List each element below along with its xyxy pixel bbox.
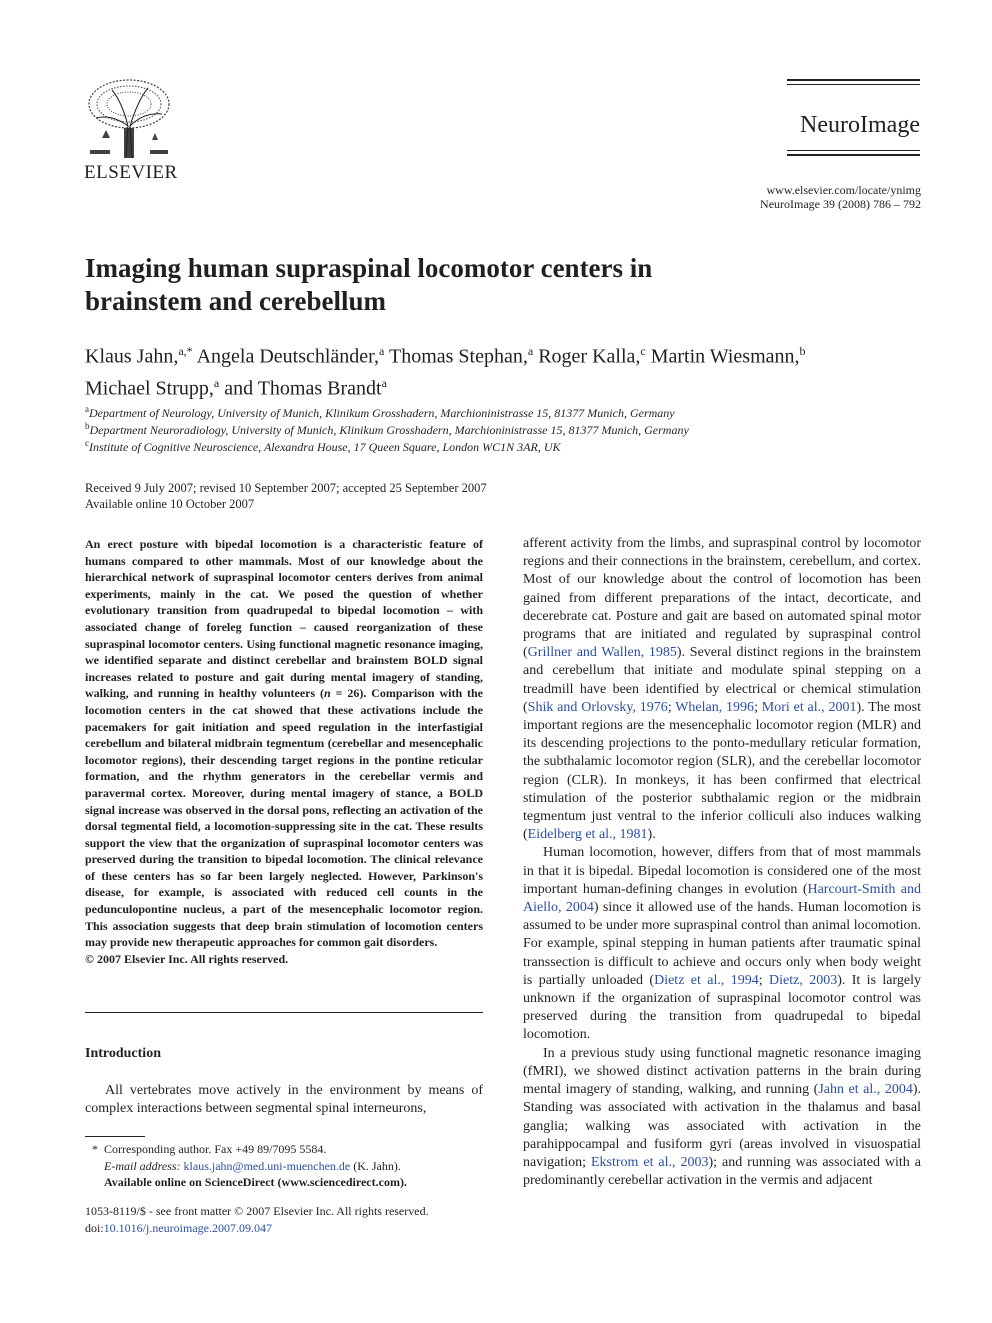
masthead-rule-top-thin [787, 84, 920, 85]
body-text: Human locomotion, however, differs from that of most mammals in that it is bipedal. Bipedal locomotion is considered one of the most important human-defining changes in evolution ( [523, 845, 921, 897]
author: Klaus Jahn, [85, 345, 179, 368]
author-sup: c [640, 344, 646, 358]
masthead-rule-bottom-thin [787, 150, 920, 151]
email-link[interactable]: klaus.jahn@med.uni-muenchen.de [183, 1159, 351, 1173]
author: Thomas Stephan, [389, 345, 528, 368]
body-text: ). [647, 827, 656, 843]
affiliation-sup: b [85, 421, 90, 431]
affiliation-text: Institute of Cognitive Neuroscience, Alexandra House, 17 Queen Square, London WC1N 3AR, UK [89, 440, 561, 454]
author-sup: a,* [178, 344, 193, 358]
masthead-rule-top [787, 79, 920, 81]
reference-link[interactable]: Dietz, 2003 [769, 972, 838, 988]
affiliation-a [85, 404, 915, 421]
article-title [85, 252, 785, 318]
author: Angela Deutschländer, [196, 345, 380, 368]
footnote-sciencedirect: Available online on ScienceDirect (www.sciencedirect.com). [104, 1175, 407, 1189]
body-text: ); and running was associated with a predominantly cerebellar activation in the vermis and adjacent [523, 1154, 921, 1189]
affiliation-text: Department of Neurology, University of Munich, Klinikum Grosshadern, Marchioninistrasse 15, 81377 Munich, Germany [89, 406, 675, 420]
doi-line [85, 1221, 272, 1236]
reference-link[interactable]: Harcourt-Smith and Aiello, 2004 [523, 881, 921, 916]
body-text: ) since it allowed use of the hands. Human locomotion is assumed to be under more supraspinal control than animal locomotion. For example, spinal stepping in human patients after traumatic spinal transsection is difficult to achieve and occurs only when body weight is partially unloaded ( [523, 900, 921, 988]
reference-link[interactable]: Ekstrom et al., 2003 [590, 1154, 709, 1170]
masthead-rule-bottom [787, 154, 920, 156]
body-text: afferent activity from the limbs, and supraspinal control by locomotor regions and their connections in the brainstem, cerebellum, and cortex. Most of our knowledge about the control of locomotion has been gained from different preparations of the intact, decorticate, and decerebrate cat. Posture and gait are based on automated spinal motor programs that are initiated and regulated by supraspinal control ( [523, 536, 921, 661]
journal-url[interactable]: www.elsevier.com/locate/ynimg [766, 183, 921, 197]
abstract-copyright: © 2007 Elsevier Inc. All rights reserved. [85, 951, 289, 966]
footnote-email [104, 1158, 502, 1174]
title-line-1: Imaging human supraspinal locomotor centers in [85, 253, 653, 283]
body-text: ; [754, 699, 762, 715]
title-line-2: brainstem and cerebellum [85, 286, 386, 316]
author: Martin Wiesmann, [650, 345, 800, 368]
reference-link[interactable]: Eidelberg et al., 1981 [527, 827, 648, 843]
affiliation-b [85, 421, 915, 438]
abstract-n-val: = 26). [330, 686, 372, 701]
author-sup: a [527, 344, 534, 358]
affiliation-sup: a [85, 404, 89, 414]
abstract-part-2: Comparison with the locomotion centers in the cat showed that these activations include the pacemakers for gait initiation and speed regulation in the interfastigial cerebellum and bilateral midbrain tegmentum (cerebellar and mesencephalic locomotor regions), their descending target regions in the pontine reticular formation, and the rhythm generators in the cerebellar vermis and paravermal cortex. Moreover, during mental imagery of stance, a BOLD signal increase was observed in the dorsal pons, reflecting an activation of the dorsal tegmental field, a locomotion-suppressing site in the cat. These results support the view that the organization of supraspinal locomotor centers was preserved during the transition to bipedal locomotion. The clinical relevance of these centers has so far been largely neglected. However, Parkinson's disease, for example, is associated with reduced cell counts in the pedunculopontine nucleus, a part of the mesencephalic locomotor region. This association suggests that deep brain stimulation of locomotion centers may provide new therapeutic approaches for common gait disorders. [85, 686, 483, 950]
reference-link[interactable]: Grillner and Wallen, 1985 [527, 645, 677, 661]
intro-text: All vertebrates move actively in the environment by means of complex interactions between segmental spinal interneurons, [85, 1083, 483, 1117]
body-paragraph [523, 844, 921, 1044]
body-text: ). Several distinct regions in the brainstem and cerebellum that initiate and modulate spinal stepping on a treadmill have been identified by electrical or chemical stimulation ( [523, 645, 921, 715]
affiliation-sup: c [85, 438, 89, 448]
footnote-divider [85, 1136, 145, 1137]
reference-link[interactable]: Mori et al., 2001 [761, 699, 857, 715]
reference-link[interactable]: Whelan, 1996 [675, 699, 755, 715]
journal-name: NeuroImage [800, 112, 920, 138]
email-label: E-mail address: [104, 1159, 181, 1173]
email-suffix: (K. Jahn). [350, 1159, 401, 1173]
body-text: ; [667, 699, 676, 715]
footnote-star: * [92, 1142, 98, 1156]
journal-citation: NeuroImage 39 (2008) 786 – 792 [760, 197, 921, 211]
received-dates: Received 9 July 2007; revised 10 September 2007; accepted 25 September 2007 [85, 481, 487, 495]
section-heading-introduction: Introduction [85, 1046, 161, 1061]
author-sup: b [799, 344, 806, 358]
body-text: ). The most important regions are the mesencephalic locomotor region (MLR) and its descending projections to the ponto-medullary reticular formation, the subthalamic locomotor region (SLR), and the cerebellar locomotor region (CLR). In monkeys, it has been confirmed that electrical stimulation of the posterior subthalamic region or the midbrain tegmentum just ventral to the inferior colliculi also induces walking ( [523, 699, 922, 843]
intro-paragraph [85, 1082, 483, 1118]
abstract-divider [85, 1012, 483, 1013]
body-text: ). It is largely unknown if the organization of supraspinal locomotor control was preserved during the transition from quadrupedal to bipedal locomotion. [523, 972, 922, 1043]
body-paragraph [523, 1045, 921, 1191]
body-text: ; [758, 972, 770, 988]
reference-link[interactable]: Dietz et al., 1994 [654, 972, 759, 988]
reference-link[interactable]: Shik and Orlovsky, 1976 [527, 699, 668, 715]
abstract [85, 536, 483, 967]
publisher-name: ELSEVIER [84, 162, 178, 183]
reference-link[interactable]: Jahn et al., 2004 [818, 1082, 913, 1098]
author-sup: a [379, 344, 385, 358]
doi-link[interactable]: 10.1016/j.neuroimage.2007.09.047 [103, 1221, 272, 1235]
affiliation-c [85, 438, 915, 455]
author-sup: a [381, 375, 387, 390]
abstract-part-1: An erect posture with bipedal locomotion is a characteristic feature of humans compared to other mammals. Most of our knowledge about the hierarchical network of supraspinal locomotor centers derives from animal experiments, mainly in the cat. We posed the question of whether evolutionary transition from quadrupedal to bipedal locomotion – with associated change of foreleg function – caused reorganization of these supraspinal locomotor centers. Using functional magnetic resonance imaging, we identified separate and distinct cerebellar and brainstem BOLD signal increases related to posture and gait during mental imagery of standing, walking, and running in healthy volunteers ( [85, 537, 483, 701]
available-online-date: Available online 10 October 2007 [85, 497, 255, 511]
body-right-column [523, 535, 921, 1190]
body-text: In a previous study using functional magnetic resonance imaging (fMRI), we showed distinct activation patterns in the brain during mental imagery of standing, walking, and running ( [523, 1045, 921, 1098]
body-text: ). Standing was associated with activation in the thalamus and basal ganglia; walking was associated with activation in the parahippocampal and fusiform gyri (areas involved in visuospatial navigation; [523, 1082, 921, 1170]
abstract-n-var: n [324, 686, 331, 701]
author-list [85, 338, 915, 401]
affiliation-text: Department Neuroradiology, University of Munich, Klinikum Grosshadern, Marchioninistrasse 15, 81377 Munich, Germany [89, 423, 689, 437]
doi-label: doi: [85, 1221, 104, 1235]
issn-line: 1053-8119/$ - see front matter © 2007 Elsevier Inc. All rights reserved. [85, 1204, 429, 1218]
body-paragraph [523, 535, 921, 844]
author: Roger Kalla, [538, 345, 641, 368]
corresponding-author: Corresponding author. Fax +49 89/7095 5584. [104, 1142, 327, 1156]
author: and Thomas Brandt [224, 377, 382, 400]
footnote-corresponding [92, 1141, 490, 1157]
author-sup: a [213, 375, 220, 390]
author: Michael Strupp, [85, 377, 214, 400]
